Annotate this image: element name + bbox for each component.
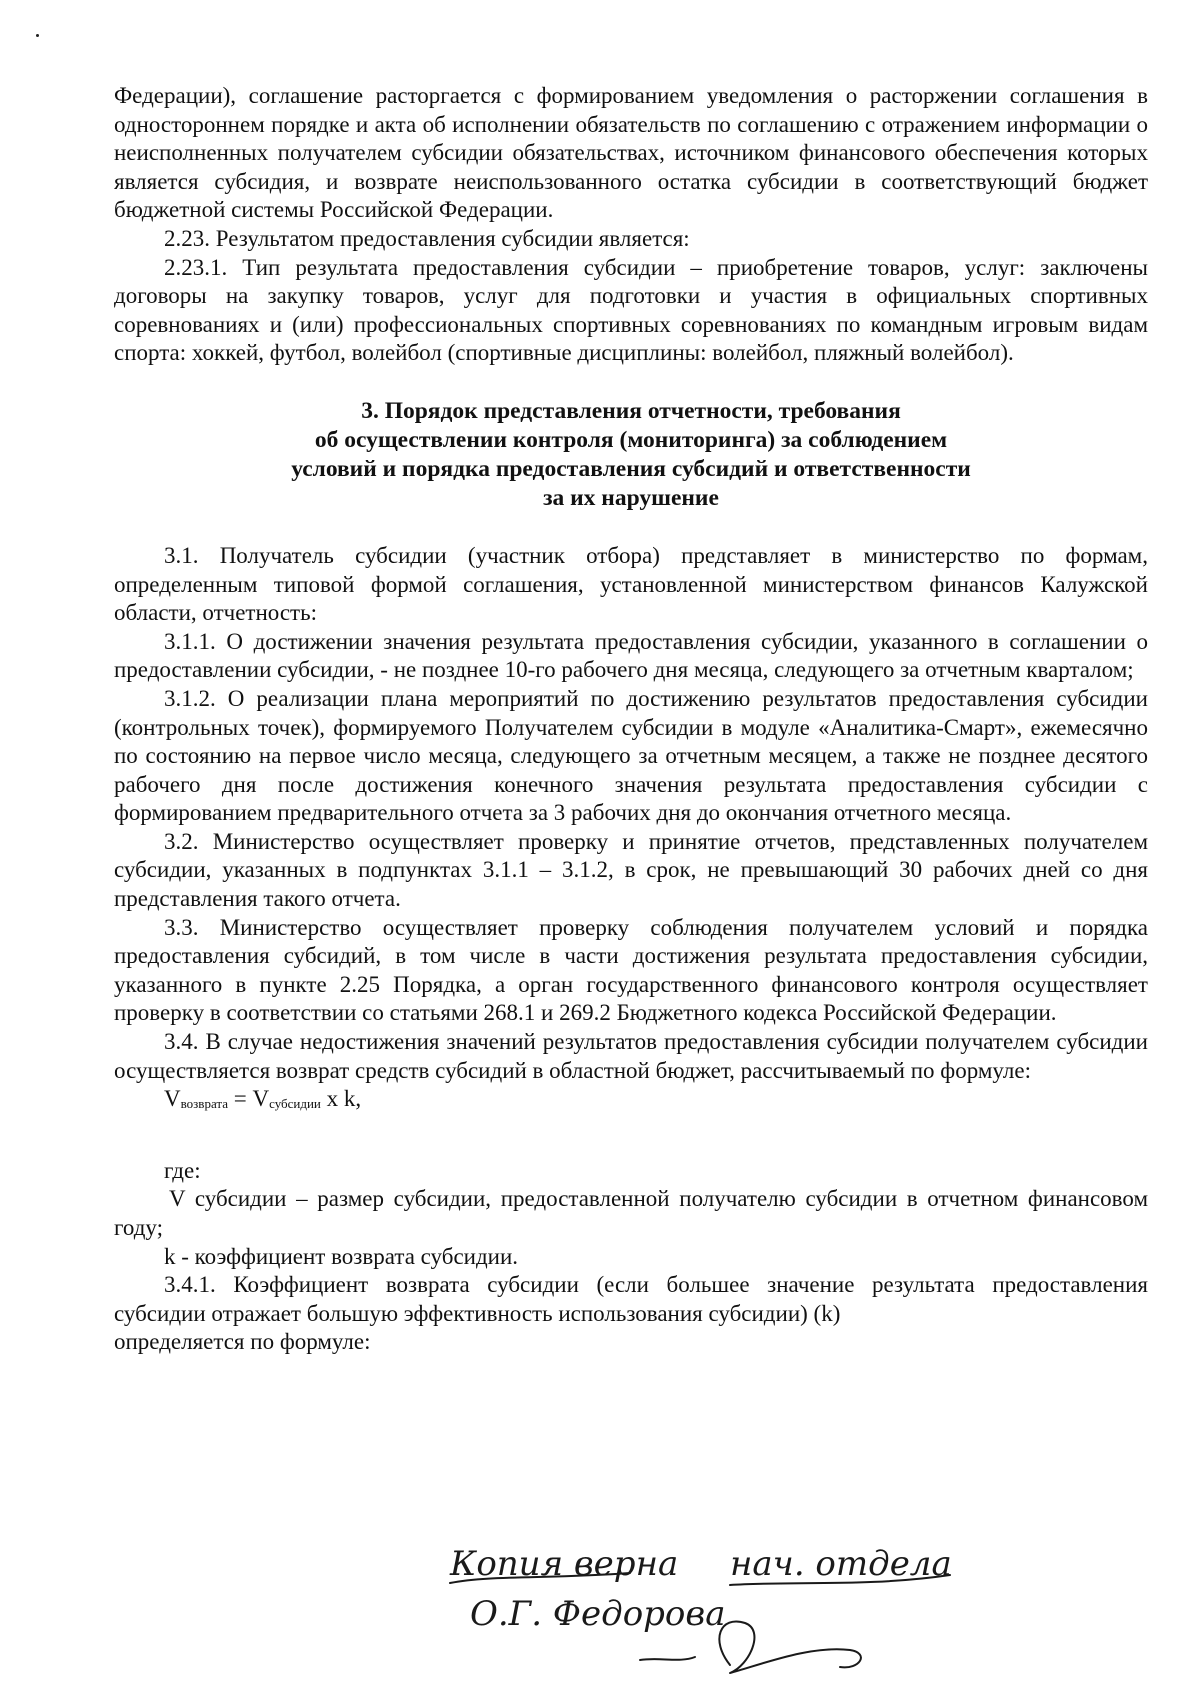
paragraph-3-1-2: 3.1.2. О реализации плана мероприятий по достижению результатов предоставления субсидии (контрольных точек), формируемого Получателем субсидии в модуле «Аналитика-Смарт», ежемесячно по состоянию на первое число месяца, следующего за отчетным месяцем, а также не позднее десятого рабочего дня после достижения конечного значения результата предоставления субсидии с формированием предварительного отчета за 3 рабочих дня до окончания отчетного месяца. — [114, 685, 1148, 826]
formula-rest: x k, — [320, 1086, 362, 1112]
document-page — [114, 82, 1148, 1357]
paragraph-3-1-1: 3.1.1. О достижении значения результата предоставления субсидии, указанного в соглашении о предоставлении субсидии, - не позднее 10-го рабочего дня месяца, следующего за отчетным кварталом; — [114, 628, 1148, 683]
paragraph-3-1: 3.1. Получатель субсидии (участник отбора) представляет в министерство по формам, определенным типовой формой соглашения, установленной министерством финансов Калужской области, отчетность: — [114, 542, 1148, 626]
formula-v: V — [164, 1086, 181, 1112]
paragraph-intro: Федерации), соглашение расторгается с формированием уведомления о расторжении соглашения в одностороннем порядке и акта об исполнении обязательств по соглашению с отражением информации о неисполненных получателем субсидии обязательствах, источником финансового обеспечения которых является субсидия, и возврате неиспользованного остатка субсидии в соответствующий бюджет бюджетной системы Российской Федерации. — [114, 83, 1148, 223]
signature-line-copy-true: Копия верна — [450, 1545, 679, 1584]
paragraph-3-4: 3.4. В случае недостижения значений результатов предоставления субсидии получателем субсидии осуществляется возврат средств субсидий в областной бюджет, рассчитываемый по формуле: — [114, 1029, 1148, 1083]
signature-drawing — [430, 1545, 1050, 1695]
formula-eq: = V — [228, 1086, 270, 1112]
heading-line: условий и порядка предоставления субсидий и ответственности — [291, 455, 971, 482]
return-formula — [114, 1085, 1148, 1119]
paragraph-k-definition: k - коэффициент возврата субсидии. — [164, 1243, 519, 1269]
handwritten-certification-signature — [430, 1545, 1050, 1695]
paragraph-3-3: 3.3. Министерство осуществляет проверку соблюдения получателем условий и порядка предоставления субсидий, в том числе в части достижения результата предоставления субсидии, указанного в пункте 2.25 Порядка, а орган государственного финансового контроля осуществляет проверку в соответствии со статьями 268.1 и 269.2 Бюджетного кодекса Российской Федерации. — [114, 914, 1148, 1026]
paragraph-3-2: 3.2. Министерство осуществляет проверку и принятие отчетов, представленных получателем субсидии, указанных в подпунктах 3.1.1 – 3.1.2, в срок, не превышающий 30 рабочих дней со дня представления такого отчета. — [114, 828, 1148, 912]
paragraph-3-4-1: 3.4.1. Коэффициент возврата субсидии (если большее значение результата предоставления субсидии отражает большую эффективность использования субсидии) (k) — [114, 1272, 1148, 1326]
paragraph-where: где: — [164, 1157, 201, 1183]
signature-line-head-of-department: нач. отдела — [730, 1545, 952, 1584]
formula-sub-return: возврата — [180, 1096, 228, 1112]
paragraph-last-line: определяется по формуле: — [114, 1329, 371, 1355]
scan-speck — [36, 34, 39, 37]
paragraph-2-23-1: 2.23.1. Тип результата предоставления субсидии – приобретение товаров, услуг: заключены договоры на закупку товаров, услуг для подготовки и участия в официальных спортивных соревнованиях и (или) профессиональных спортивных соревнованиях по командным игровым видам спорта: хоккей, футбол, волейбол (спортивные дисциплины: волейбол, пляжный волейбол). — [114, 254, 1148, 366]
section-3-heading — [114, 397, 1148, 513]
signature-line-name: О.Г. Федорова — [470, 1594, 726, 1634]
paragraph-2-23: 2.23. Результатом предоставления субсидии является: — [164, 225, 690, 251]
heading-line: за их нарушение — [543, 484, 719, 511]
heading-line: 3. Порядок представления отчетности, требования — [361, 397, 901, 424]
formula-sub-subsidy: субсидии — [269, 1096, 321, 1112]
paragraph-v-definition: V субсидии – размер субсидии, предоставленной получателю субсидии в отчетном финансовом году; — [114, 1186, 1148, 1240]
heading-line: об осуществлении контроля (мониторинга) за соблюдением — [314, 426, 948, 453]
